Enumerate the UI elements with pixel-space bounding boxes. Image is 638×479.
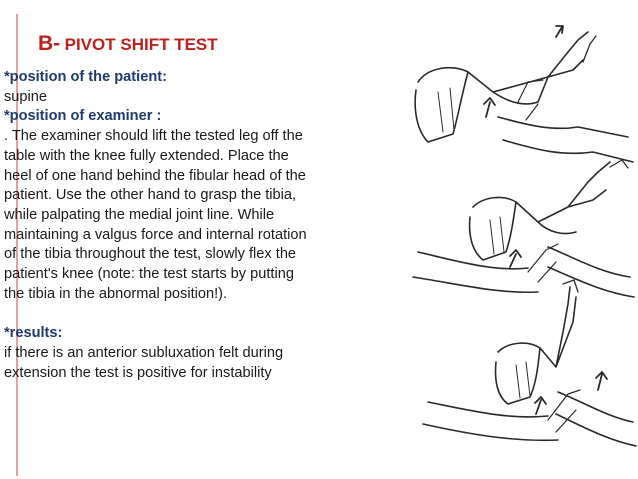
title-prefix: B- [38,32,61,55]
examiner-line: table with the knee fully extended. Place the [4,147,289,164]
panel-extended [415,26,633,162]
title-main: PIVOT SHIFT TEST [64,35,218,54]
examiner-line: while palpating the medial joint line. While [4,206,275,223]
panel-flexed [423,280,636,446]
position-patient-heading: *position of the patient: [4,69,167,85]
examiner-line: the tibia in the abnormal position!). [4,285,228,302]
position-patient-text: supine [4,88,48,105]
examiner-line: maintaining a valgus force and internal rotation [4,226,307,243]
panel-mid-flexion [413,160,634,297]
examiner-line: patient. Use the other hand to grasp the tibia, [4,187,297,204]
results-heading: *results: [4,325,63,342]
results-line: if there is an anterior subluxation felt during [4,344,284,361]
examiner-line: heel of one hand behind the fibular head of the [4,167,306,184]
examiner-line: of the tibia throughout the test, slowly flex the [4,246,297,263]
examiner-line: patient's knee (note: the test starts by putting [4,266,294,283]
spacer [4,304,384,324]
pivot-shift-knee-illustration [398,22,638,474]
examiner-line: . The examiner should lift the tested leg off the [4,128,303,145]
slide-title [38,32,218,56]
knee-illustration-svg [398,22,638,474]
position-examiner-heading: *position of examiner : [4,108,162,125]
results-line: extension the test is positive for instability [4,364,272,381]
body-text [4,68,384,383]
